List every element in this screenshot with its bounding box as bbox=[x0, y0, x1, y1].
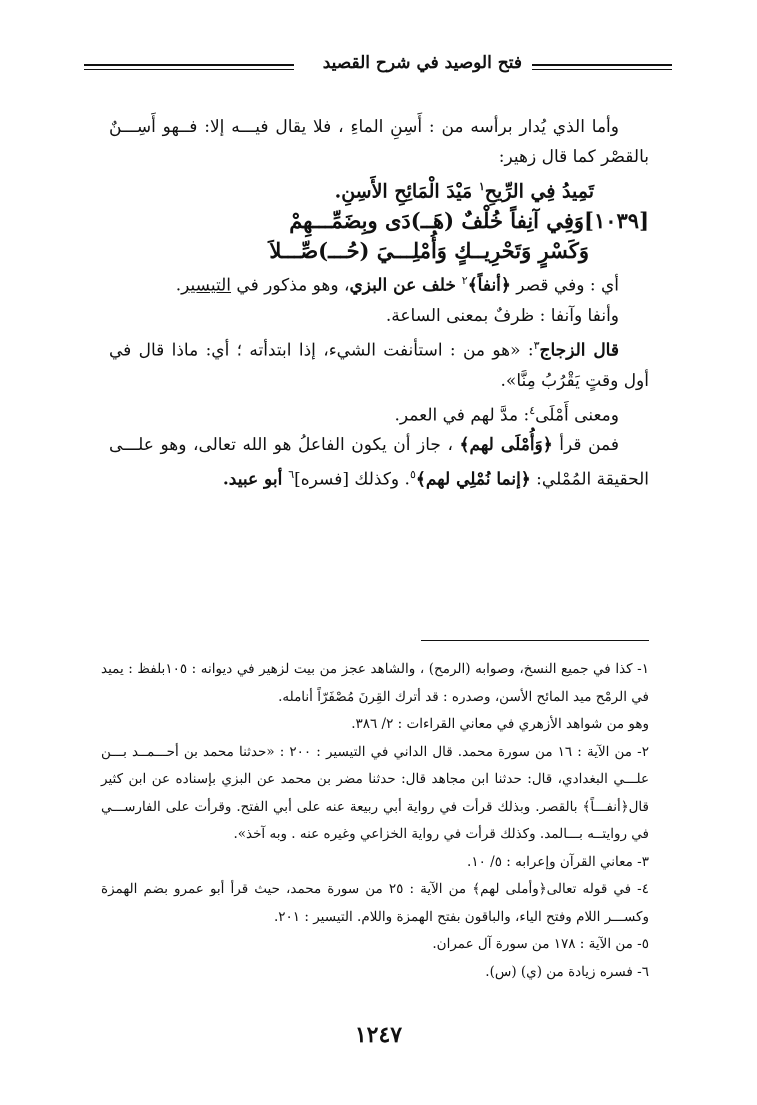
footnote-4: ٤- في قوله تعالى﴿وأملى لهم﴾ من الآية : ٢٥ من سورة محمد، حيث قرأ أبو عمرو بضم الهمزة وكســـر اللام وفتح الياء، والباقون بفتح الهمزة واللام. التيسير : ٢٠١. bbox=[101, 881, 649, 925]
p2-bold: خلف عن البزي bbox=[349, 275, 462, 296]
p2-middle: ، وهو مذكور في bbox=[231, 275, 350, 296]
paragraph-4 bbox=[109, 331, 649, 396]
p2-intro: أي : وفي قصر bbox=[510, 275, 619, 296]
page-number: ١٢٤٧ bbox=[354, 1022, 403, 1048]
footnote-ref-5[interactable]: ٥ bbox=[409, 468, 416, 482]
p5-meaning: : مدَّ لهم في العمر. bbox=[394, 405, 530, 426]
footnote-ref-1[interactable]: ١ bbox=[478, 180, 485, 193]
header-title: فتح الوصيد في شرح القصيد bbox=[322, 53, 522, 73]
p2-end: . bbox=[175, 275, 182, 296]
p6-middle: ، جاز أن يكون الفاعلُ هو الله تعالى، وهو علـــى الحقيقة المُمْلي: bbox=[109, 435, 649, 490]
p6-abu-ubaid: أبو عبيد. bbox=[222, 469, 289, 490]
main-text bbox=[109, 112, 649, 495]
p4-quote: : «هو من : استأنفت الشيء، إذا ابتدأته ؛ أي: ماذا قال في أول وقتٍ يَقْرُبُ مِنَّا». bbox=[109, 340, 649, 391]
footnote-separator bbox=[421, 640, 649, 641]
footnote-ref-6[interactable]: ٦ bbox=[288, 468, 295, 482]
verse-quote-rest: مَيْدَ الْمَائِحِ الأَسِنِ. bbox=[334, 180, 479, 203]
p6-quran-word: ﴿وَأُمْلَى لهم﴾ bbox=[459, 435, 553, 456]
running-header bbox=[84, 50, 672, 80]
paragraph-1: وأما الذي يُدار برأسه من : أَسِنِ الماءِ ، فلا يقال فيـــه إلا: فــهو أَسِـــنٌ بالقصْر كما قال زهير: bbox=[109, 117, 649, 167]
verse-quote bbox=[109, 172, 649, 206]
footnote-ref-3[interactable]: ٣ bbox=[533, 338, 540, 352]
poem-line-1: [١٠٣٩]وَفِي آنِفاً خُلْفٌ (هَــ)دَى وبِضَمِّـــهِمْ bbox=[289, 208, 649, 234]
footnote-5: ٥- من الآية : ١٧٨ من سورة آل عمران. bbox=[432, 936, 649, 952]
footnote-3: ٣- معاني القرآن وإعرابه : ٥/ ١٠. bbox=[467, 853, 649, 870]
p4-author: قال الزجاج bbox=[539, 340, 619, 361]
p2-taysir-ref: التيسير bbox=[181, 275, 232, 296]
header-rule-right bbox=[532, 64, 672, 70]
footnote-ref-2[interactable]: ٢ bbox=[461, 274, 468, 288]
paragraph-2 bbox=[109, 266, 649, 301]
footnote-1: ١- كذا في جميع النسخ، وصوابه (الرمح) ، والشاهد عجز من بيت لزهير في ديوانه : ١٠٥بلفظ : يميد في الرمْح ميد المائح الأسن، وصدره : قد أترك القِرنَ مُصْفَرّاً أنامله. bbox=[101, 661, 649, 705]
footnote-2: ٢- من الآية : ١٦ من سورة محمد. قال الداني في التيسير : ٢٠٠ : «حدثنا محمد بن أحـــمــد بـــن علـــي البغدادي، قال: حدثنا ابن مجاهد قال: حدثنا مضر بن محمد عن البزي بإسناده عن ابن كثير قال﴿أنفـــاً﴾ بالقصر. وبذلك قرأت في رواية أبي ربيعة عنه على أبي الفتح. وقرأت على الفارســـي في روايتــه بـــالمد. وكذلك قرأت في رواية الخزاعي وغيره عنه . وبه آخذ». bbox=[101, 743, 649, 842]
header-rule-left bbox=[84, 64, 294, 70]
p6-tail: . وكذلك [فسره] bbox=[294, 469, 410, 490]
footnote-1-cont: وهو من شواهد الأزهري في معاني القراءات : ٢/ ٣٨٦. bbox=[351, 716, 649, 732]
p6-intro: فمن قرأ bbox=[552, 435, 619, 456]
paragraph-5 bbox=[109, 396, 649, 431]
footnote-6: ٦- فسره زيادة من (ي) (س). bbox=[485, 963, 649, 980]
p6-quran-word-2: ﴿إنما نُمْلِي لهم﴾ bbox=[415, 469, 531, 490]
verse-quote-text: تَمِيدُ فِي الرِّيحِ bbox=[484, 180, 594, 203]
paragraph-3: وأنفا وآنفا : ظرفٌ بمعنى الساعة. bbox=[385, 305, 619, 326]
footnotes bbox=[101, 656, 649, 986]
paragraph-6 bbox=[109, 430, 649, 495]
p5-term: ومعنى أَمْلَى bbox=[535, 405, 619, 426]
p2-quran-word: ﴿أنفاً﴾ bbox=[467, 275, 511, 296]
footnote-ref-4[interactable]: ٤ bbox=[529, 403, 536, 417]
poem-line-2: وَكَسْرٍ وَتَحْرِيــكٍ وَأُمْلِـــيَ (حُـــ)صِّـــلاَ bbox=[269, 238, 589, 264]
